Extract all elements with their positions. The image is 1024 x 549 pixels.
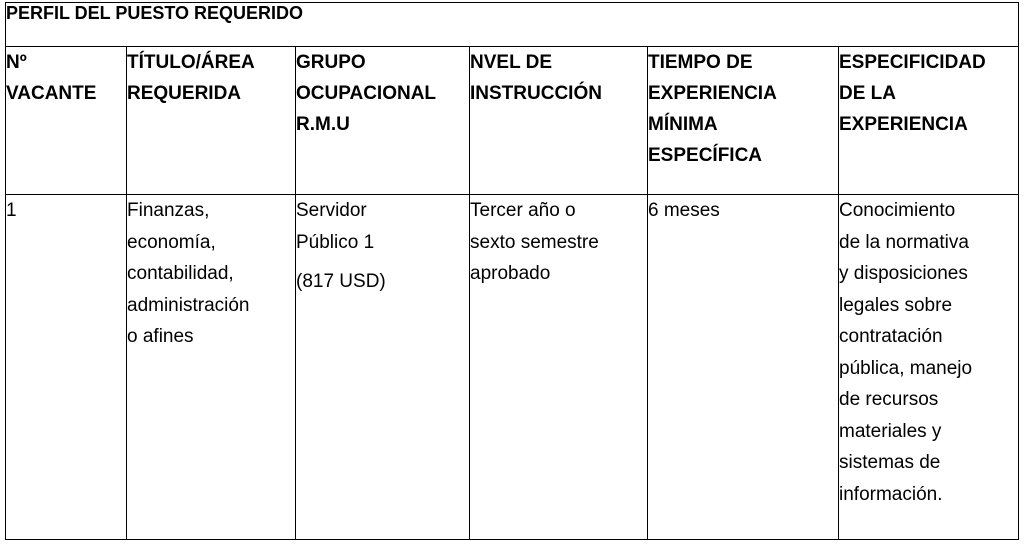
instruccion-line: Tercer año o	[470, 200, 576, 221]
header-line: INSTRUCCIÓN	[470, 83, 602, 104]
job-profile-table	[5, 2, 1019, 540]
header-line: DE LA	[839, 83, 896, 104]
header-line: OCUPACIONAL	[296, 83, 437, 104]
header-nivel-instruccion	[470, 47, 648, 195]
header-line: Nº	[6, 52, 27, 73]
cell-instruccion	[470, 195, 648, 540]
table-title: PERFIL DEL PUESTO REQUERIDO	[6, 3, 1019, 47]
header-line: EXPERIENCIA	[648, 83, 777, 104]
rmu-value: (817 USD)	[296, 271, 386, 292]
especificidad-line: materiales y	[839, 420, 942, 442]
especificidad-line: contratación	[839, 326, 943, 347]
vacante-value: 1	[6, 200, 17, 221]
cell-especificidad	[839, 195, 1019, 540]
grupo-line: Público 1	[296, 231, 375, 253]
grupo-line: Servidor	[296, 200, 367, 221]
header-especificidad	[839, 47, 1019, 195]
header-titulo-area	[127, 47, 296, 195]
especificidad-line: pública, manejo	[839, 357, 973, 379]
header-line: EXPERIENCIA	[839, 114, 968, 135]
header-tiempo-experiencia	[648, 47, 839, 195]
header-line: NVEL DE	[470, 52, 553, 73]
header-line: MÍNIMA	[648, 114, 718, 135]
titulo-line: contabilidad,	[127, 263, 234, 284]
header-line: GRUPO	[296, 52, 366, 73]
instruccion-line: aprobado	[470, 263, 551, 284]
table-row	[6, 195, 1019, 540]
cell-vacante	[6, 195, 127, 540]
especificidad-line: sistemas de	[839, 452, 941, 473]
cell-titulo	[127, 195, 296, 540]
especificidad-line: de recursos	[839, 389, 939, 410]
header-grupo-ocupacional	[296, 47, 470, 195]
header-line: ESPECIFICIDAD	[839, 52, 986, 73]
table-header-row	[6, 47, 1019, 195]
especificidad-line: legales sobre	[839, 294, 953, 316]
especificidad-line: y disposiciones	[839, 263, 968, 284]
especificidad-line: información.	[839, 483, 943, 505]
titulo-line: administración	[127, 294, 250, 316]
especificidad-line: Conocimiento	[839, 200, 956, 221]
header-line: TIEMPO DE	[648, 52, 753, 73]
header-line: VACANTE	[6, 83, 97, 104]
header-line: R.M.U	[296, 114, 350, 135]
tiempo-value: 6 meses	[648, 200, 720, 221]
titulo-line: economía,	[127, 231, 216, 253]
cell-grupo	[296, 195, 470, 540]
titulo-line: o afines	[127, 326, 194, 347]
header-line: REQUERIDA	[127, 83, 242, 104]
header-line: ESPECÍFICA	[648, 145, 763, 166]
cell-tiempo	[648, 195, 839, 540]
instruccion-line: sexto semestre	[470, 231, 599, 253]
header-line: TÍTULO/ÁREA	[127, 52, 255, 73]
table-title-row	[6, 3, 1019, 47]
titulo-line: Finanzas,	[127, 200, 210, 221]
header-vacante	[6, 47, 127, 195]
especificidad-line: de la normativa	[839, 231, 969, 253]
